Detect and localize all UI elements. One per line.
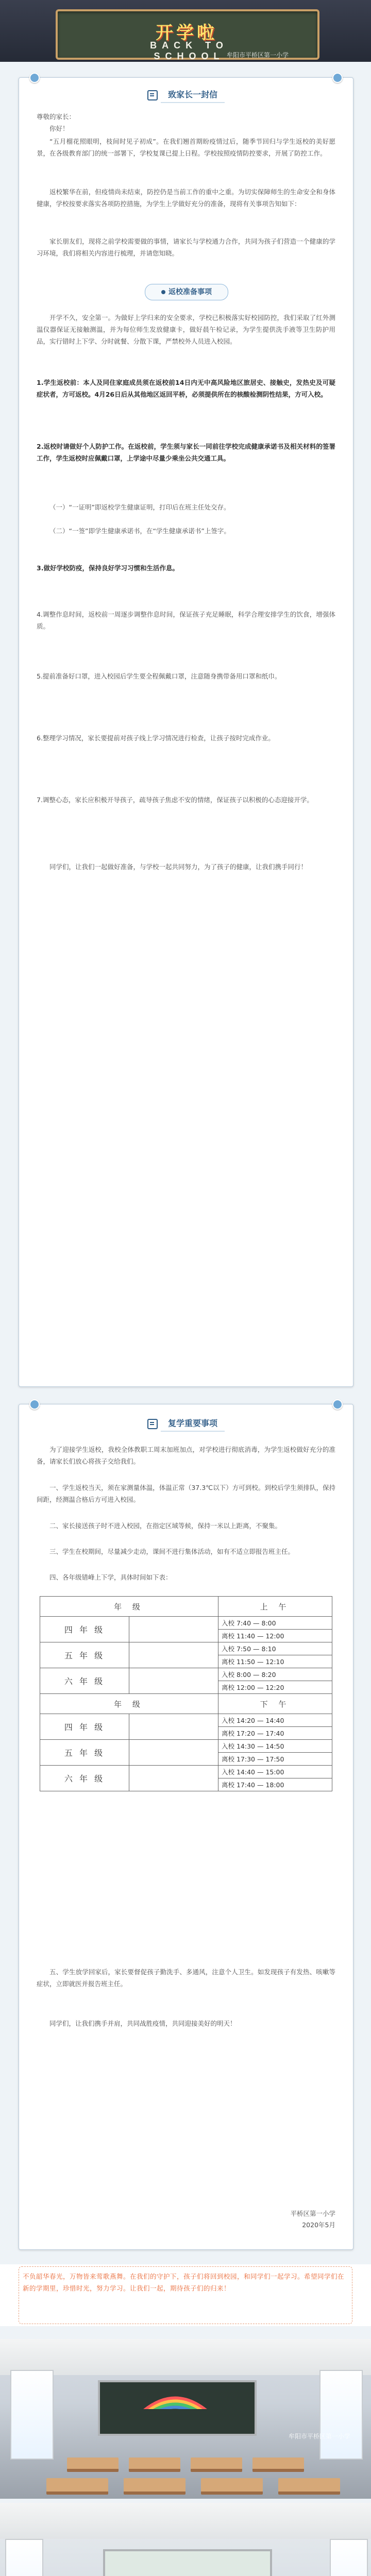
letter-card [19, 77, 353, 1387]
desk [191, 2458, 242, 2472]
prep-item: 6.整理学习情况，家长要提前对孩子线上学习情况进行检查，让孩子按时完成作业。 [37, 734, 275, 742]
desk [46, 2478, 108, 2495]
letter-hello: 你好！ [49, 125, 69, 132]
prep-item: 7.调整心态，家长应积极开导孩子，疏导孩子焦虑不安的情绪，保证孩子以积极的心态迎接开学。 [37, 796, 313, 804]
time-cell: 入校 14:40 — 15:00 [218, 1766, 332, 1778]
schedule-header-grade: 年 级 [40, 1694, 218, 1714]
time-cell: 离校 17:30 — 17:50 [218, 1753, 332, 1766]
schedule-header-am: 上 午 [218, 1597, 332, 1617]
letter-paragraph: “五月榴花照眼明，枝间时见子初成”。在我们翘首期盼疫情过后，随季节回归与学生返校的美好愿景，在各级教育部门的统一部署下，学校复课已提上日程。学校按照疫情防控要求，开展了防控工作。 [37, 138, 335, 157]
bulletin-board [103, 2549, 272, 2576]
desk [278, 2478, 340, 2495]
signature-school: 平桥区第一小学 [290, 2210, 335, 2217]
photo-watermark: 牟阳市平桥区第一小学 [289, 2433, 351, 2440]
time-cell: 离校 12:00 — 12:20 [218, 1681, 332, 1694]
letter-closing: 同学们，让我们一起做好准备，与学校一起共同努力，为了孩子的健康，让我们携手同行！ [49, 863, 308, 871]
prep-subitem: （一）“一证明”即返校学生健康证明，打印后在班主任处交存。 [49, 503, 230, 511]
ceiling [0, 2339, 371, 2375]
grade-cell: 六 年 级 [40, 1668, 129, 1694]
time-cell: 入校 8:00 — 8:20 [218, 1668, 332, 1681]
grade-cell: 六 年 级 [40, 1766, 129, 1791]
time-cell: 入校 7:50 — 8:10 [218, 1642, 332, 1655]
header-title: 开学啦 [156, 23, 217, 43]
pin-icon [29, 1399, 40, 1410]
time-cell: 离校 11:50 — 12:10 [218, 1655, 332, 1668]
document-icon [147, 90, 158, 100]
desk [129, 2458, 180, 2472]
time-cell: 入校 14:30 — 14:50 [218, 1740, 332, 1753]
schedule-header-grade: 年 级 [40, 1597, 218, 1617]
schedule-header-pm: 下 午 [218, 1694, 332, 1714]
notice-paragraph: 五、学生放学回家后，家长要督促孩子勤洗手、多通风，注意个人卫生。如发现孩子有发热、咳嗽等症状，立即就医并报告班主任。 [37, 1968, 335, 1988]
signature-block [290, 2208, 335, 2231]
prep-intro: 开学不久，安全第一。为做好上学归来的安全要求，学校已积极落实好校园防控，我们采取了红外测温仪器保证无接触测温，并为每位师生发放健康卡，做好晨午检记录，为学生提供洗手液等卫生防护用品，实行错时上下学、分时就餐、分散下课，严禁校外人员进入校园。 [37, 314, 335, 345]
notice-paragraph: 四、各年级错峰上下学，具体时间如下表： [49, 1573, 172, 1581]
classroom-photo [0, 2503, 371, 2576]
letter-title: 致家长一封信 [19, 86, 353, 103]
notice-paragraph: 为了迎接学生返校，我校全体教职工周末加班加点，对学校进行彻底消毒，为学生返校做好充分的准备，请家长们放心将孩子交给我们。 [37, 1446, 335, 1465]
closing-banner [0, 2264, 371, 2326]
notice-title: 复学重要事项 [19, 1415, 353, 1432]
letter-greeting: 尊敬的家长： [37, 113, 76, 121]
window [330, 2539, 368, 2576]
prep-item: 5.提前准备好口罩，进入校园后学生要全程佩戴口罩，注意随身携带备用口罩和纸巾。 [37, 672, 281, 680]
section-pill-return-prep: 返校准备事项 [145, 284, 228, 300]
schedule-table [40, 1596, 332, 1791]
grade-cell: 五 年 级 [40, 1642, 129, 1668]
time-cell: 入校 7:40 — 8:00 [218, 1617, 332, 1630]
time-cell: 离校 17:40 — 18:00 [218, 1778, 332, 1791]
notice-paragraph: 一、学生返校当天，须在家测量体温，体温正常（37.3℃以下）方可到校。到校后学生须排队，保持间距，经测温合格后方可进入校园。 [37, 1484, 335, 1503]
window [5, 2539, 43, 2576]
classroom-photo [0, 2339, 371, 2499]
prep-item: 4.调整作息时间，返校前一周逐步调整作息时间，保证孩子充足睡眠，科学合理安排学生的饮食，增强体质。 [37, 611, 335, 630]
grade-cell: 四 年 级 [40, 1617, 129, 1642]
notice-closing: 同学们，让我们携手并肩，共同战胜疫情，共同迎接美好的明天！ [49, 2020, 237, 2027]
time-cell: 离校 11:40 — 12:00 [218, 1630, 332, 1642]
bullet-icon [161, 290, 165, 294]
grade-cell: 五 年 级 [40, 1740, 129, 1766]
document-icon [147, 1419, 158, 1429]
letter-paragraph: 家长朋友们，现将之前学校需要做的事情，请家长与学校通力合作，共同为孩子们营造一个健康的学习环境，我们将相关内容进行梳理，并请您知晓。 [37, 238, 335, 257]
desk [67, 2458, 119, 2472]
header-watermark: 牟阳市平桥区第一小学 [227, 52, 289, 59]
time-cell: 离校 17:20 — 17:40 [218, 1727, 332, 1740]
prep-item: 1.学生返校前：本人及同住家庭成员须在返校前14日内无中高风险地区旅居史、接触史，发热史及可疑症状者，方可返校。4月26日后从其他地区返回平桥，必须提供所在的核酸检测阴性结果，方可入校。 [37, 379, 335, 398]
desk [252, 2458, 304, 2472]
letter-paragraph: 返校繁华在前，但疫情尚未结束，防控仍是当前工作的重中之重。为切实保障师生的生命安全和身体健康，学校按要求落实各项防控措施，为学生上学做好充分的准备，现将有关事项告知如下： [37, 188, 335, 208]
desk [201, 2478, 263, 2495]
pin-icon [332, 73, 343, 83]
notice-paragraph: 三、学生在校期间，尽量减少走动，课间不进行集体活动，如有不适立即报告班主任。 [49, 1548, 295, 1555]
ceiling [0, 2503, 371, 2539]
pin-icon [332, 1399, 343, 1410]
header-subtitle: BACK TO SCHOOL [150, 40, 228, 61]
pin-icon [29, 73, 40, 83]
window [319, 2370, 363, 2460]
prep-item: 2.返校时请做好个人防护工作。在返校前，学生须与家长一同前往学校完成健康承诺书及相关材料的签署工作，学生返校时应佩戴口罩，上学途中尽量少乘坐公共交通工具。 [37, 443, 335, 462]
signature-date: 2020年5月 [302, 2221, 335, 2229]
notice-paragraph: 二、家长接送孩子时不进入校园，在指定区域等候，保持一米以上距离，不聚集。 [49, 1522, 282, 1530]
desk [124, 2478, 185, 2495]
header-banner [0, 0, 371, 62]
banner-text: 不负韶华春光，万物皆来莺歌燕舞。在我们的守护下，孩子们将回到校园，和同学们一起学习。希望同学们在新的学期里，珍惜时光，努力学习。让我们一起，期待孩子们的归来！ [23, 2273, 345, 2292]
prep-item: 3.做好学校防疫，保持良好学习习惯和生活作息。 [37, 564, 179, 572]
rainbow-icon [134, 2386, 216, 2409]
time-cell: 入校 14:20 — 14:40 [218, 1714, 332, 1727]
prep-subitem: （二）“一签”即学生健康承诺书，在“学生健康承诺书”上签字。 [49, 527, 230, 535]
window [10, 2370, 54, 2460]
grade-cell: 四 年 级 [40, 1714, 129, 1740]
notice-card [19, 1404, 353, 2250]
